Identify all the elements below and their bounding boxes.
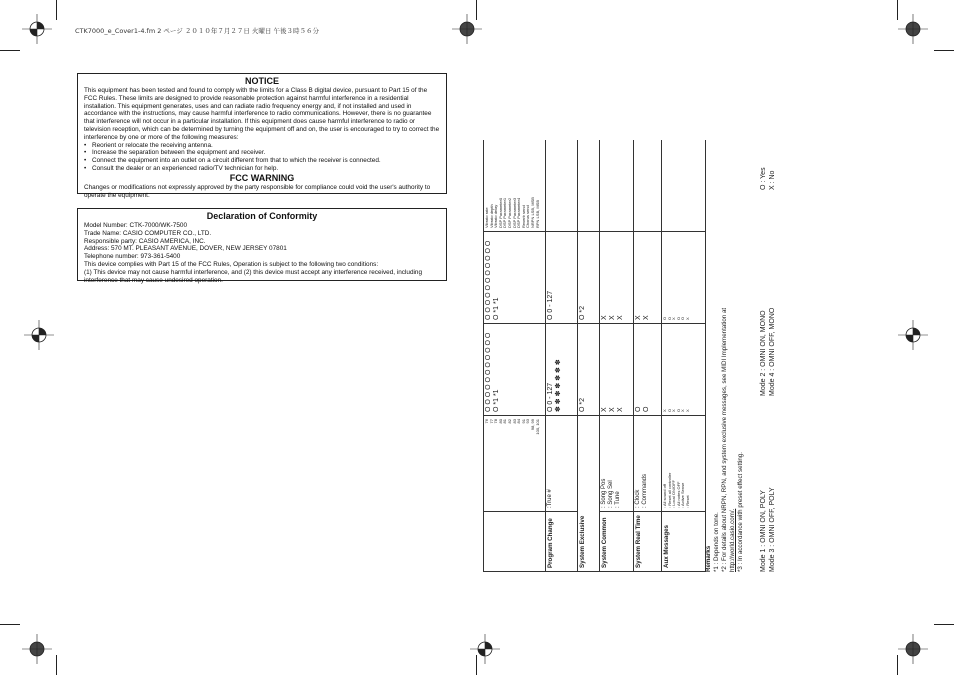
function-label: System Real Time <box>634 512 662 572</box>
registration-mark-icon <box>22 14 52 44</box>
registration-mark-icon <box>470 634 500 664</box>
transmitted-value: X X X <box>600 324 634 416</box>
control-transmitted: O O O O O O O O O O O O *1 *1 <box>484 324 546 416</box>
remarks-value <box>546 140 578 232</box>
fcc-warning-title: FCC WARNING <box>229 172 295 183</box>
recognized-value: X X X <box>600 232 634 324</box>
notice-measure: • Increase the separation between the equipment and receiver. <box>84 149 440 157</box>
mode-4: Mode 4 : OMNI OFF, MONO <box>769 307 776 396</box>
function-label: Aux Messages <box>662 512 706 572</box>
declaration-line: This device complies with Part 15 of the FCC Rules, Operation is subject to the following two conditions: <box>84 260 379 268</box>
notice-intro: This equipment has been tested and found to comply with the limits for a Class B digital device, pursuant to Part 15 of the FCC Rules. These limits are designed to provide reasonable protection against harmful interference in a residential installation. This equipment generates, uses and can radiate radio frequency energy and, if not installed and used in accordance with the instructions, may cause harmful interference to radio communications. However, there is no guarantee that interference will not occur in a particular installation. If this equipment does cause harmful interference to radio or television reception, which can be determined by turning the equipment off and on, the user is encouraged to try to correct the interference by one or more of the following measures: <box>84 87 440 141</box>
declaration-line: Address: 570 MT. PLEASANT AVENUE, DOVER, NEW JERSEY 07801 <box>84 245 287 253</box>
transmitted-value: O 0 - 127 ✽ ✽ ✽ ✽ ✽ ✽ ✽ <box>546 324 578 416</box>
system-exclusive-row <box>578 140 600 572</box>
remark-line: *2 : For details about NRPN, RPN, and system exclusive messages, see MIDI Implementation at <box>721 307 728 572</box>
mode-2: Mode 2 : OMNI ON, MONO <box>760 310 767 396</box>
legend-yes: O : Yes <box>760 167 767 190</box>
crop-line <box>897 0 898 20</box>
transmitted-value: O *2 <box>578 324 600 416</box>
control-change-row <box>484 140 546 572</box>
transmitted-value: X O X O X X <box>662 324 706 416</box>
notice-measure: • Reorient or relocate the receiving antenna. <box>84 142 440 150</box>
function-sub: :True # <box>546 416 578 512</box>
remarks-value <box>662 140 706 232</box>
system-common-row <box>600 140 634 572</box>
recognized-value: O *2 <box>578 232 600 324</box>
print-header-line: CTK7000_e_Cover1-4.fm 2 ページ ２０１０年７月２７日 火曜日 午後３時５６分 <box>75 27 319 35</box>
remarks-value <box>600 140 634 232</box>
crop-line <box>934 50 954 51</box>
recognized-value: X X <box>634 232 662 324</box>
notice-measures-list <box>84 142 440 173</box>
declaration-line: Trade Name: CASIO COMPUTER CO., LTD. <box>84 229 212 237</box>
remarks-value <box>578 140 600 232</box>
aux-messages-row <box>662 140 706 572</box>
crop-line <box>934 624 954 625</box>
function-label: System Exclusive <box>578 416 600 572</box>
remark-line: *1 : Depends on tone. <box>713 512 720 572</box>
declaration-line: Telephone number: 973-361-5400 <box>84 253 181 261</box>
registration-mark-icon <box>898 14 928 44</box>
declaration-title: Declaration of Conformity <box>206 211 318 221</box>
remarks-label: Remarks <box>705 545 712 572</box>
mode-3: Mode 3 : OMNI OFF, POLY <box>769 487 776 572</box>
control-change-function-cell <box>484 512 546 572</box>
function-label: Program Change <box>546 512 578 572</box>
crop-line <box>0 50 20 51</box>
control-numbers: 76 77 78 80 81 82 83 84 91 93 98, 99 100, 101 <box>484 416 546 512</box>
registration-mark-icon <box>22 634 52 664</box>
program-change-row <box>546 140 578 572</box>
midi-table <box>483 140 706 572</box>
remarks-block <box>705 140 745 572</box>
recognized-value: O 0 - 127 <box>546 232 578 324</box>
notice-measure: • Consult the dealer or an experienced radio/TV technician for help. <box>84 165 440 173</box>
registration-mark-icon <box>898 320 928 350</box>
system-real-time-row <box>634 140 662 572</box>
function-sub: : Clock : Commands <box>634 416 662 512</box>
recognized-value: O O X O O X <box>662 232 706 324</box>
midi-implementation-chart <box>483 140 791 572</box>
declaration-box <box>77 208 447 284</box>
legend-no: X : No <box>769 170 776 190</box>
crop-line <box>56 0 57 20</box>
declaration-line: Model Number: CTK-7000/WK-7500 <box>84 222 188 229</box>
registration-mark-icon <box>898 634 928 664</box>
declaration-line: (1) This device may not cause harmful interference, and (2) this device must accept any interference received, including interference that may cause undesired operation. <box>84 268 423 284</box>
crop-line <box>0 624 20 625</box>
casio-url-link[interactable]: http://world.casio.com/. <box>729 508 736 572</box>
registration-mark-icon <box>452 14 482 44</box>
function-sub: : Song Pos : Song Sel : Tune <box>600 416 634 512</box>
fcc-warning-text: Changes or modifications not expressly approved by the party responsible for compliance could void the user's authority to operate the equipment. <box>84 183 431 199</box>
registration-mark-icon <box>24 320 54 350</box>
crop-line <box>897 655 898 675</box>
notice-box <box>77 73 447 199</box>
function-sub: : All sound off : Reset all controller : Local ON/OFF : All notes OFF : Active Sense : Reset <box>662 416 706 512</box>
remarks-value <box>634 140 662 232</box>
control-recognized: O O O O O O O O O O O O *1 *1 <box>484 232 546 324</box>
transmitted-value: O O <box>634 324 662 416</box>
notice-title: NOTICE <box>244 76 279 86</box>
function-label: System Common <box>600 512 634 572</box>
crop-line <box>476 655 477 675</box>
mode-1: Mode 1 : OMNI ON, POLY <box>760 490 767 572</box>
notice-measure: • Connect the equipment into an outlet on a circuit different from that to which the receiver is connected. <box>84 157 440 165</box>
declaration-line: Responsible party: CASIO AMERICA, INC. <box>84 237 206 245</box>
control-remarks: Vibrato rate Vibrato depth Vibrato delay DSP Parameter0 DSP Parameter1 DSP Parameter2 DSP Parameter3 DSP Parameter4 Reverb send Chorus send NRPN LSB, MSB RPN LSB, MSB <box>484 140 546 232</box>
crop-line <box>56 655 57 675</box>
crop-line <box>476 0 477 20</box>
remark-line: *3 : In accordance with preset effect setting. <box>737 452 744 572</box>
